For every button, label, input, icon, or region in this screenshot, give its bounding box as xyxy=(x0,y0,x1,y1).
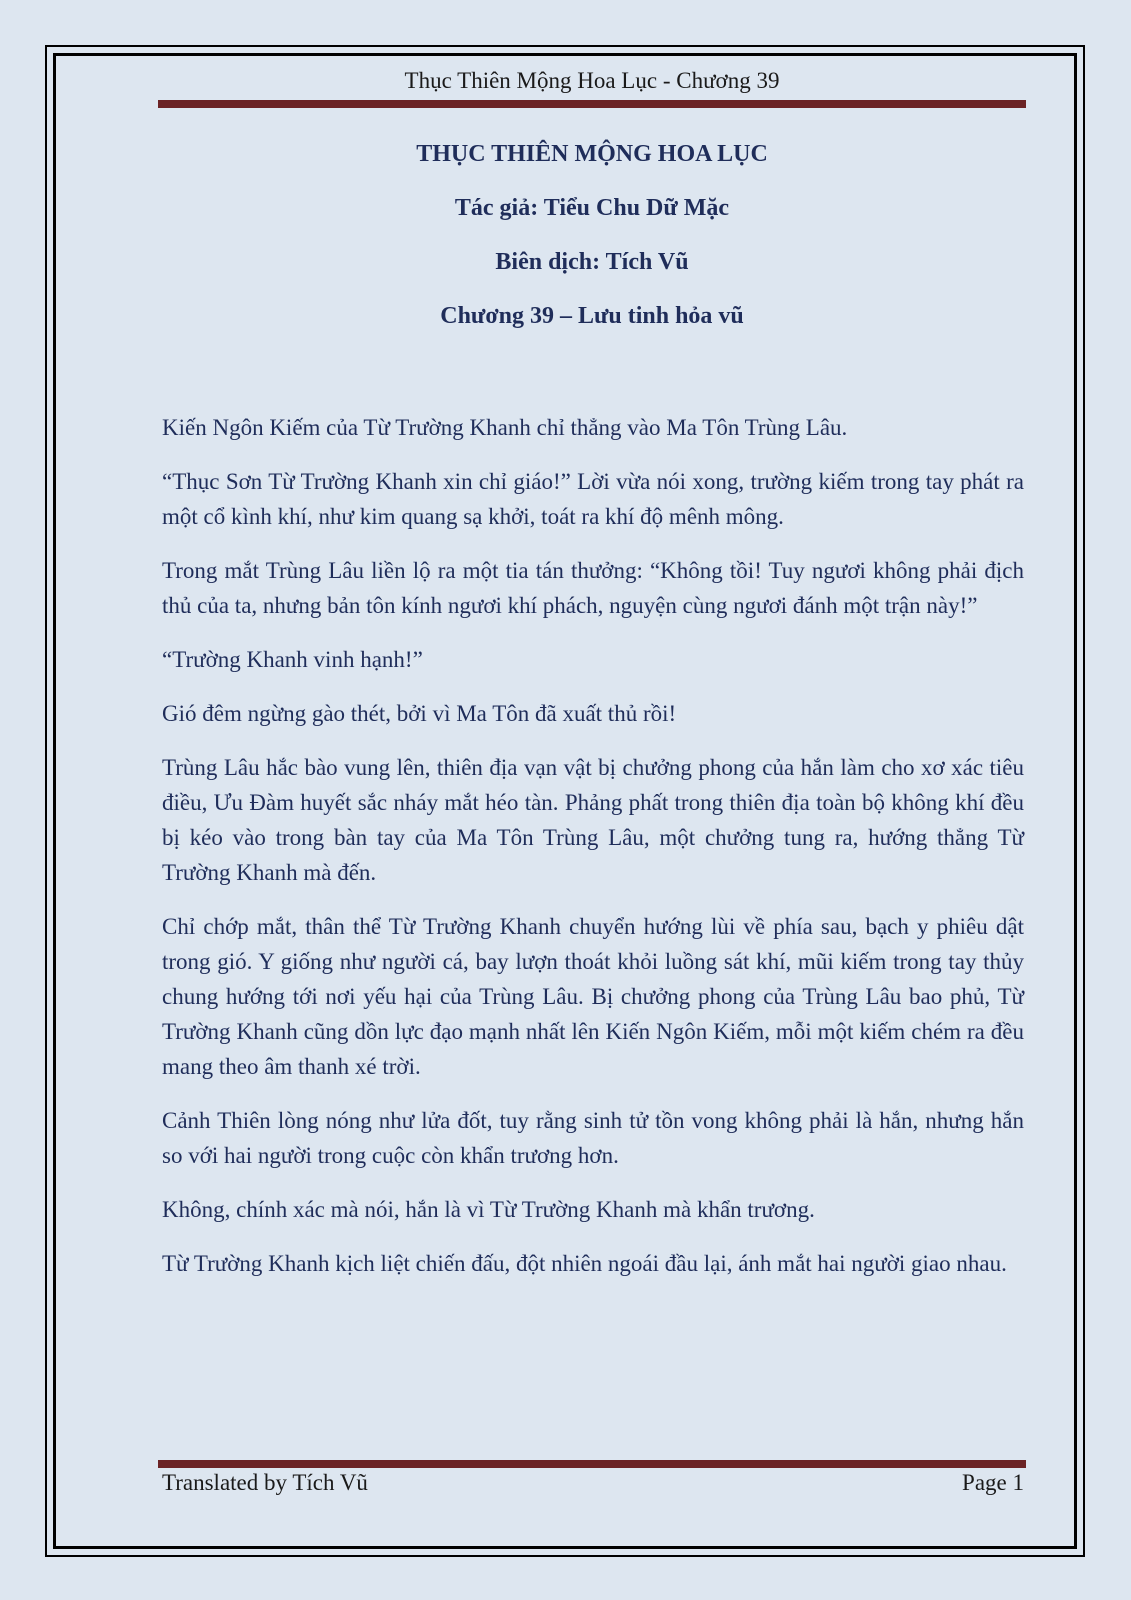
chapter-body xyxy=(162,410,1024,1300)
page-footer xyxy=(162,1470,1024,1496)
paragraph: Chỉ chớp mắt, thân thể Từ Trường Khanh chuyển hướng lùi về phía sau, bạch y phiêu dật trong gió. Y giống như người cá, bay lượn thoát khỏi luồng sát khí, mũi kiếm trong tay thủy chung hướng tới nơi yếu hại của Trùng Lâu. Bị chưởng phong của Trùng Lâu bao phủ, Từ Trường Khanh cũng dồn lực đạo mạnh nhất lên Kiến Ngôn Kiếm, mỗi một kiếm chém ra đều mang theo âm thanh xé trời. xyxy=(162,914,1024,1079)
paragraph: Trùng Lâu hắc bào vung lên, thiên địa vạn vật bị chưởng phong của hắn làm cho xơ xác tiêu điều, Ưu Đàm huyết sắc nháy mắt héo tàn. Phảng phất trong thiên địa toàn bộ không khí đều bị kéo vào trong bàn tay của Ma Tôn Trùng Lâu, một chưởng tung ra, hướng thẳng Từ Trường Khanh mà đến. xyxy=(162,755,1024,885)
page-number: Page 1 xyxy=(962,1470,1024,1495)
paragraph: Kiến Ngôn Kiếm của Từ Trường Khanh chỉ thẳng vào Ma Tôn Trùng Lâu. xyxy=(162,415,848,440)
translator-line: Biên dịch: Tích Vũ xyxy=(495,249,689,275)
paragraph: Không, chính xác mà nói, hắn là vì Từ Trường Khanh mà khẩn trương. xyxy=(162,1197,815,1222)
paragraph: “Trường Khanh vinh hạnh!” xyxy=(162,647,423,672)
running-header: Thục Thiên Mộng Hoa Lục - Chương 39 xyxy=(404,68,780,93)
paragraph: “Thục Sơn Từ Trường Khanh xin chỉ giáo!” Lời vừa nói xong, trường kiếm trong tay phát ra một cổ kình khí, như kim quang sạ khởi, toát ra khí độ mênh mông. xyxy=(162,469,1024,529)
footer-rule xyxy=(158,1460,1026,1468)
header-rule xyxy=(158,100,1026,108)
chapter-title: Chương 39 – Lưu tinh hỏa vũ xyxy=(440,303,744,329)
title-block xyxy=(158,138,1026,354)
paragraph: Trong mắt Trùng Lâu liền lộ ra một tia tán thưởng: “Không tồi! Tuy ngươi không phải địch thủ của ta, nhưng bản tôn kính ngươi khí phách, nguyện cùng ngươi đánh một trận này!” xyxy=(162,558,1024,618)
book-title: THỤC THIÊN MỘNG HOA LỤC xyxy=(416,141,768,167)
paragraph: Gió đêm ngừng gào thét, bởi vì Ma Tôn đã xuất thủ rồi! xyxy=(162,701,677,726)
paragraph: Từ Trường Khanh kịch liệt chiến đấu, đột nhiên ngoái đầu lại, ánh mắt hai người giao nhau. xyxy=(162,1251,1007,1276)
translator-credit: Translated by Tích Vũ xyxy=(162,1470,368,1495)
author-line: Tác giả: Tiểu Chu Dữ Mặc xyxy=(454,195,730,221)
paragraph: Cảnh Thiên lòng nóng như lửa đốt, tuy rằng sinh tử tồn vong không phải là hắn, nhưng hắn so với hai người trong cuộc còn khẩn trương hơn. xyxy=(162,1108,1024,1168)
